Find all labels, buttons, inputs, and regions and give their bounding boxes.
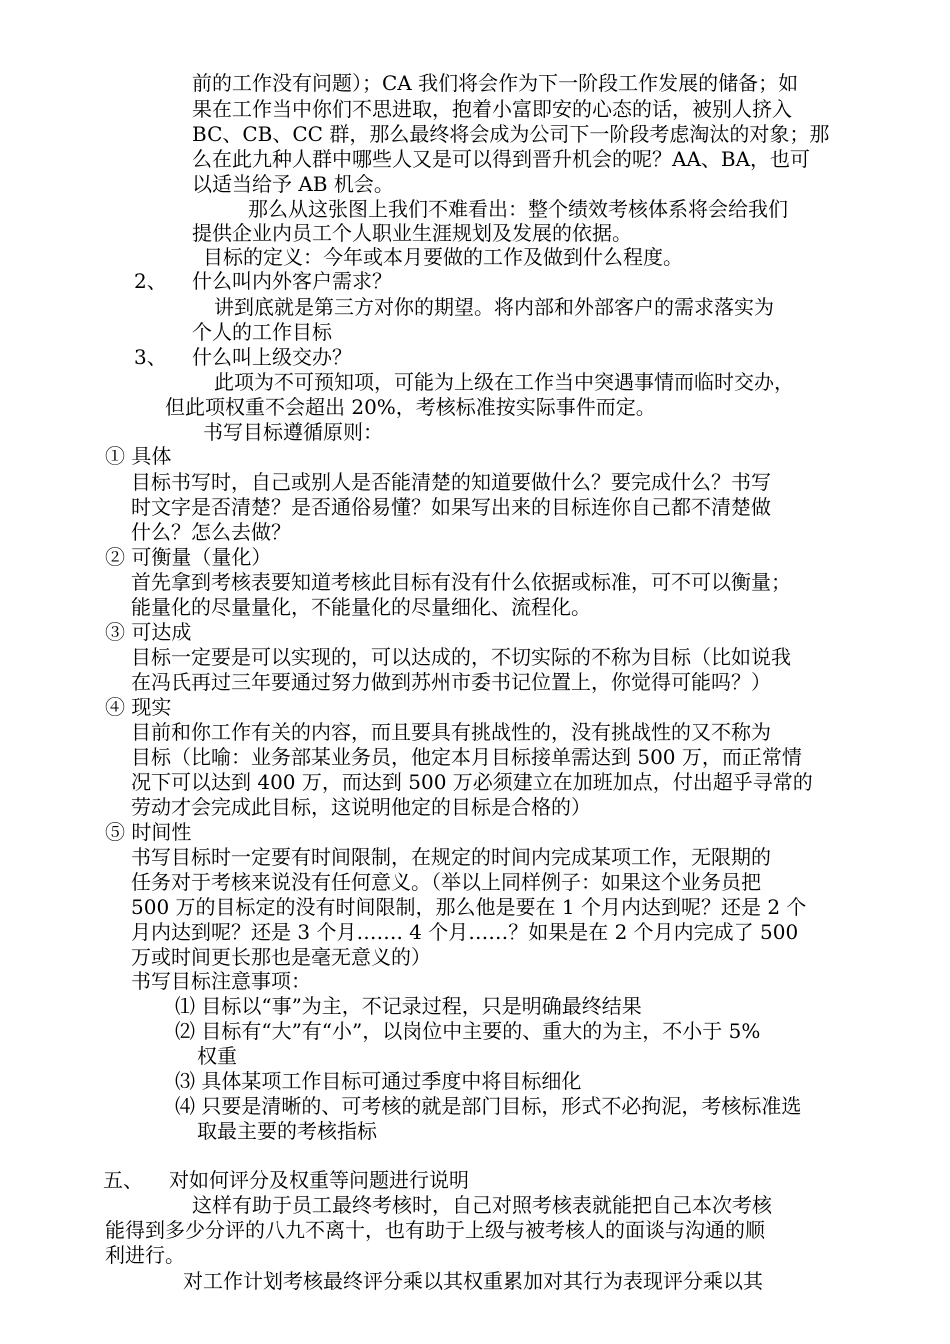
text-line: ⑶ 具体某项工作目标可通过季度中将目标细化 [175,1069,582,1093]
text-line: 前的工作没有问题）；CA 我们将会作为下一阶段工作发展的储备；如 [192,71,799,95]
text-line: 劳动才会完成此目标，这说明他定的目标是合格的） [131,795,591,819]
section-number-5: 五、 [103,1168,143,1192]
text-line: 此项为不可预知项，可能为上级在工作当中突遇事情而临时交办， [214,370,794,394]
text-line: 况下可以达到 400 万，而达到 500 万必须建立在加班加点，付出超乎寻常的 [131,770,813,794]
text-line: 目标书写时，自己或别人是否能清楚的知道要做什么？要完成什么？书写 [131,470,771,494]
principle-heading: ④ 现实 [105,695,172,719]
text-line: 什么叫内外客户需求？ [192,269,392,293]
text-line: 月内达到呢？还是 3 个月……. 4 个月……？如果是在 2 个月内完成了 500 [131,920,799,944]
section-title: 对如何评分及权重等问题进行说明 [169,1168,469,1192]
text-line: 讲到底就是第三方对你的期望。将内部和外部客户的需求落实为 [214,295,774,319]
text-line: 利进行。 [105,1243,185,1267]
text-line: 目前和你工作有关的内容，而且要具有挑战性的，没有挑战性的又不称为 [131,720,771,744]
item-number-3: 3、 [134,345,167,369]
text-line: 时文字是否清楚？是否通俗易懂？如果写出来的目标连你自己都不清楚做 [131,495,771,519]
text-line: 取最主要的考核指标 [197,1119,377,1143]
text-line: 什么叫上级交办？ [192,345,352,369]
principle-heading: ③ 可达成 [105,620,192,644]
text-line: 这样有助于员工最终考核时，自己对照考核表就能把自己本次考核 [192,1193,772,1217]
text-line: 对工作计划考核最终评分乘以其权重累加对其行为表现评分乘以其 [183,1269,763,1293]
text-line: 书写目标注意事项： [131,969,311,993]
text-line: 任务对于考核来说没有任何意义。（举以上同样例子：如果这个业务员把 [131,870,761,894]
text-line: 500 万的目标定的没有时间限制，那么他是要在 1 个月内达到呢？还是 2 个 [131,895,807,919]
text-line: ⑷ 只要是清晰的、可考核的就是部门目标，形式不必拘泥，考核标准选 [175,1094,802,1118]
text-line: 个人的工作目标 [192,320,332,344]
text-line: 但此项权重不会超出 20%，考核标准按实际事件而定。 [165,395,656,419]
text-line: 书写目标遵循原则： [203,420,383,444]
text-line: 在冯氏再过三年要通过努力做到苏州市委书记位置上，你觉得可能吗？） [131,670,771,694]
principle-heading: ② 可衡量（量化） [105,545,272,569]
text-line: ⑵ 目标有“大”有“小”，以岗位中主要的、重大的为主，不小于 5% [175,1019,761,1043]
text-line: 么在此九种人群中哪些人又是可以得到晋升机会的呢？AA、BA，也可 [192,147,811,171]
text-line: 果在工作当中你们不思进取，抱着小富即安的心态的话，被别人挤入 [192,97,792,121]
text-line: 首先拿到考核表要知道考核此目标有没有什么依据或标准，可不可以衡量； [131,570,791,594]
text-line: 万或时间更长那也是毫无意义的） [131,945,431,969]
item-number-2: 2、 [134,269,167,293]
text-line: ⑴ 目标以“事”为主，不记录过程，只是明确最终结果 [175,994,642,1018]
text-line: 以适当给予 AB 机会。 [192,172,394,196]
text-line: BC、CB、CC 群，那么最终将会成为公司下一阶段考虑淘汰的对象；那 [192,122,830,146]
text-line: 提供企业内员工个人职业生涯规划及发展的依据。 [192,221,632,245]
text-line: 那么从这张图上我们不难看出：整个绩效考核体系将会给我们 [248,197,788,221]
text-line: 能得到多少分评的八九不离十，也有助于上级与被考核人的面谈与沟通的顺 [105,1218,765,1242]
text-line: 什么？怎么去做？ [131,520,291,544]
text-line: 权重 [197,1044,237,1068]
text-line: 目标（比喻：业务部某业务员，他定本月目标接单需达到 500 万，而正常情 [131,745,802,769]
text-line: 目标的定义：今年或本月要做的工作及做到什么程度。 [203,245,683,269]
text-line: 能量化的尽量量化，不能量化的尽量细化、流程化。 [131,595,591,619]
principle-heading: ① 具体 [105,444,172,468]
text-line: 目标一定要是可以实现的，可以达成的，不切实际的不称为目标（比如说我 [131,645,791,669]
text-line: 书写目标时一定要有时间限制，在规定的时间内完成某项工作，无限期的 [131,845,771,869]
principle-heading: ⑤ 时间性 [105,820,192,844]
